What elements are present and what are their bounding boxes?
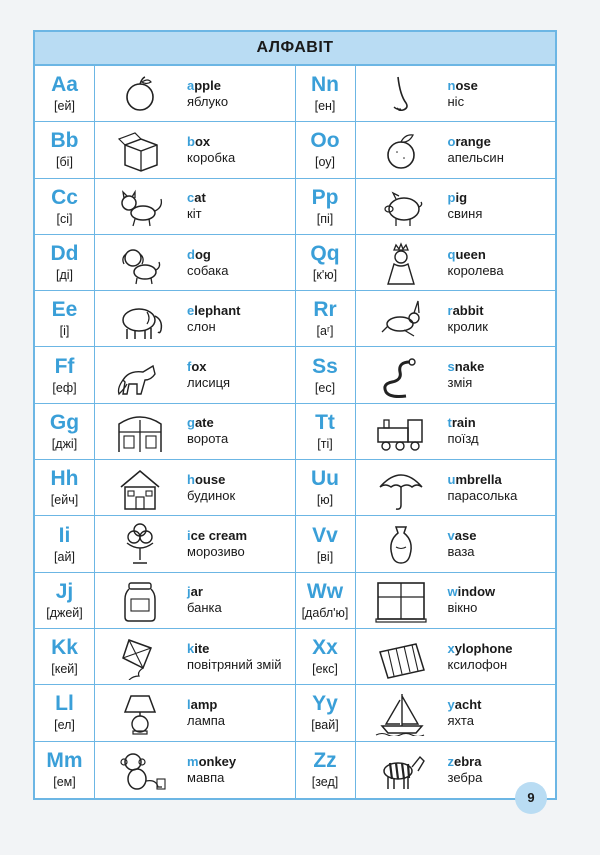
letter: Pp <box>311 185 339 209</box>
train-icon <box>356 404 446 459</box>
gate-icon <box>95 404 185 459</box>
word-cell <box>185 66 295 121</box>
first-letter: o <box>447 133 456 149</box>
pronunciation: [к'ю] <box>312 268 338 283</box>
letter: Ll <box>55 692 74 716</box>
letter: Ee <box>51 298 78 322</box>
word-rest: ouse <box>194 471 226 487</box>
table-row <box>35 742 555 798</box>
xylophone-icon <box>356 629 446 684</box>
ukrainian-translation: слон <box>187 318 216 334</box>
alphabet-entry-elephant <box>35 291 296 346</box>
table-row <box>35 516 555 572</box>
first-letter: c <box>187 190 195 206</box>
letter-cell <box>35 179 95 234</box>
pronunciation: [кей] <box>51 662 78 677</box>
word-rest: ase <box>454 528 477 544</box>
alphabet-entry-fox <box>35 347 296 402</box>
letter-cell <box>296 460 356 515</box>
alphabet-entry-lamp <box>35 685 296 740</box>
vase-icon <box>356 516 446 571</box>
word-cell <box>185 573 295 628</box>
alphabet-entry-queen <box>296 235 556 290</box>
alphabet-entry-yacht <box>296 685 556 740</box>
ukrainian-translation: парасолька <box>447 487 518 503</box>
letter: Zz <box>313 749 337 773</box>
word-rest: ylophone <box>454 640 513 656</box>
letter: Kk <box>51 636 78 660</box>
letter: Ff <box>54 354 75 378</box>
word-rest: ueen <box>455 246 486 262</box>
word-rest: lephant <box>194 302 241 318</box>
first-letter: a <box>187 77 195 93</box>
word-cell <box>185 235 295 290</box>
word-cell <box>446 235 556 290</box>
english-word <box>187 754 295 769</box>
first-letter: b <box>187 133 195 149</box>
letter-cell <box>296 235 356 290</box>
word-cell <box>446 460 556 515</box>
pronunciation: [еф] <box>52 380 77 395</box>
english-word <box>448 697 556 712</box>
letter: Ss <box>312 354 338 378</box>
first-letter: l <box>187 696 191 712</box>
first-letter: e <box>187 302 195 318</box>
english-word <box>187 584 295 599</box>
word-cell <box>185 516 295 571</box>
fox-icon <box>95 347 185 402</box>
letter: Rr <box>313 298 337 322</box>
table-row <box>35 235 555 291</box>
letter-cell <box>296 122 356 177</box>
word-rest: ebra <box>454 753 482 769</box>
word-rest: ose <box>455 77 478 93</box>
word-cell <box>446 291 556 346</box>
pronunciation: [ейч] <box>50 493 79 508</box>
table-title: АЛФАВІТ <box>35 32 555 66</box>
word-cell <box>185 122 295 177</box>
word-cell <box>185 685 295 740</box>
first-letter: y <box>447 696 455 712</box>
word-cell <box>446 573 556 628</box>
pronunciation: [ес] <box>314 380 336 395</box>
english-word <box>448 415 556 430</box>
word-cell <box>446 347 556 402</box>
first-letter: n <box>447 77 456 93</box>
pronunciation: [ай] <box>54 549 75 564</box>
pronunciation: [ті] <box>317 436 333 451</box>
ukrainian-translation: ксилофон <box>447 656 508 672</box>
pronunciation: [бі] <box>56 155 73 170</box>
alphabet-entry-jar <box>35 573 296 628</box>
alphabet-rows <box>35 66 555 798</box>
first-letter: s <box>447 359 455 375</box>
word-rest: indow <box>457 584 496 600</box>
table-row <box>35 573 555 629</box>
house-icon <box>95 460 185 515</box>
alphabet-entry-nose <box>296 66 556 121</box>
table-row <box>35 347 555 403</box>
letter-cell <box>296 685 356 740</box>
word-cell <box>185 460 295 515</box>
ukrainian-translation: кіт <box>187 206 202 222</box>
pronunciation: [ді] <box>55 268 74 283</box>
alphabet-entry-train <box>296 404 556 459</box>
snake-icon <box>356 347 446 402</box>
pronunciation: [джі] <box>51 436 78 451</box>
cat-icon <box>95 179 185 234</box>
letter: Ii <box>58 523 71 547</box>
word-cell <box>185 347 295 402</box>
ukrainian-translation: зебра <box>447 769 483 785</box>
pronunciation: [екс] <box>312 662 338 677</box>
pronunciation: [вай] <box>311 718 339 733</box>
word-cell <box>446 404 556 459</box>
letter-cell <box>296 179 356 234</box>
english-word <box>448 528 556 543</box>
english-word <box>187 303 295 318</box>
alphabet-entry-umbrella <box>296 460 556 515</box>
word-cell <box>446 516 556 571</box>
letter: Vv <box>312 523 338 547</box>
word-rest: abbit <box>452 302 484 318</box>
first-letter: p <box>447 190 456 206</box>
ukrainian-translation: змія <box>447 375 473 391</box>
first-letter: g <box>187 415 195 431</box>
page-number: 9 <box>515 782 547 814</box>
word-rest: rain <box>451 415 476 431</box>
english-word <box>448 359 556 374</box>
letter-cell <box>296 291 356 346</box>
word-rest: onkey <box>198 753 237 769</box>
word-rest: ig <box>455 190 468 206</box>
first-letter: i <box>187 528 191 544</box>
letter: Cc <box>51 185 78 209</box>
english-word <box>187 641 295 656</box>
ukrainian-translation: королева <box>447 262 504 278</box>
word-cell <box>185 291 295 346</box>
word-cell <box>185 742 295 798</box>
ukrainian-translation: мавпа <box>187 769 225 785</box>
letter-cell <box>35 404 95 459</box>
umbrella-icon <box>356 460 446 515</box>
ukrainian-translation: повітряний змій <box>187 656 282 672</box>
ukrainian-translation: коробка <box>187 149 236 165</box>
first-letter: q <box>447 246 456 262</box>
letter-cell <box>296 742 356 798</box>
alphabet-entry-monkey <box>35 742 296 798</box>
table-row <box>35 122 555 178</box>
orange-icon <box>356 122 446 177</box>
word-cell <box>446 66 556 121</box>
jar-icon <box>95 573 185 628</box>
letter-cell <box>35 629 95 684</box>
pronunciation: [сі] <box>56 211 73 226</box>
ukrainian-translation: морозиво <box>187 544 245 560</box>
pronunciation: [ю] <box>316 493 334 508</box>
letter: Xx <box>312 636 338 660</box>
english-word <box>187 472 295 487</box>
first-letter: z <box>447 753 454 769</box>
word-rest: og <box>194 246 211 262</box>
word-cell <box>446 685 556 740</box>
letter: Uu <box>311 467 339 491</box>
word-rest: amp <box>190 696 218 712</box>
letter-cell <box>35 685 95 740</box>
letter-cell <box>296 629 356 684</box>
word-rest: ar <box>190 584 203 600</box>
english-word <box>187 78 295 93</box>
english-word <box>187 247 295 262</box>
alphabet-entry-window <box>296 573 556 628</box>
letter-cell <box>35 573 95 628</box>
letter: Hh <box>50 467 79 491</box>
pronunciation: [дабл'ю] <box>301 605 349 620</box>
first-letter: x <box>447 640 455 656</box>
ukrainian-translation: ніс <box>447 93 465 109</box>
word-rest: mbrella <box>455 471 502 487</box>
english-word <box>448 472 556 487</box>
queen-icon <box>356 235 446 290</box>
english-word <box>448 78 556 93</box>
monkey-icon <box>95 742 185 798</box>
first-letter: r <box>447 302 453 318</box>
dog-icon <box>95 235 185 290</box>
letter-cell <box>35 460 95 515</box>
english-word <box>187 190 295 205</box>
pronunciation: [ей] <box>54 99 75 114</box>
alphabet-table <box>33 30 557 800</box>
letter: Aa <box>51 73 78 97</box>
word-cell <box>185 404 295 459</box>
first-letter: w <box>447 584 458 600</box>
word-rest: ox <box>191 359 207 375</box>
ice-cream-icon <box>95 516 185 571</box>
english-word <box>448 247 556 262</box>
english-word <box>448 134 556 149</box>
letter: Yy <box>312 692 338 716</box>
letter: Ww <box>306 579 344 603</box>
letter-cell <box>296 66 356 121</box>
letter: Gg <box>49 410 80 434</box>
alphabet-entry-vase <box>296 516 556 571</box>
first-letter: d <box>187 246 195 262</box>
word-rest: range <box>455 133 491 149</box>
rabbit-icon <box>356 291 446 346</box>
letter-cell <box>296 347 356 402</box>
word-rest: at <box>194 190 206 206</box>
table-row <box>35 66 555 122</box>
table-row <box>35 291 555 347</box>
ukrainian-translation: лисиця <box>187 375 231 391</box>
pronunciation: [аʳ] <box>316 324 334 339</box>
alphabet-entry-xylophone <box>296 629 556 684</box>
letter-cell <box>296 516 356 571</box>
pronunciation: [пі] <box>316 211 334 226</box>
alphabet-entry-gate <box>35 404 296 459</box>
letter: Tt <box>315 410 335 434</box>
pronunciation: [ві] <box>316 549 334 564</box>
ukrainian-translation: апельсин <box>447 149 504 165</box>
pronunciation: [ем] <box>53 775 76 790</box>
letter-cell <box>35 742 95 798</box>
pronunciation: [джей] <box>46 605 83 620</box>
lamp-icon <box>95 685 185 740</box>
first-letter: t <box>447 415 452 431</box>
alphabet-entry-pig <box>296 179 556 234</box>
letter-cell <box>35 66 95 121</box>
english-word <box>187 415 295 430</box>
english-word <box>187 359 295 374</box>
letter-cell <box>35 291 95 346</box>
word-rest: ox <box>194 133 211 149</box>
first-letter: m <box>187 753 199 769</box>
letter: Qq <box>310 242 340 266</box>
nose-icon <box>356 66 446 121</box>
pig-icon <box>356 179 446 234</box>
ukrainian-translation: поїзд <box>447 431 479 447</box>
pronunciation: [оу] <box>314 155 335 170</box>
word-cell <box>185 179 295 234</box>
english-word <box>448 754 556 769</box>
english-word <box>187 697 295 712</box>
alphabet-entry-house <box>35 460 296 515</box>
ukrainian-translation: свиня <box>447 206 483 222</box>
letter: Bb <box>50 129 79 153</box>
alphabet-entry-dog <box>35 235 296 290</box>
word-cell <box>185 629 295 684</box>
letter-cell <box>35 516 95 571</box>
table-row <box>35 404 555 460</box>
letter: Oo <box>310 129 340 153</box>
letter-cell <box>35 235 95 290</box>
alphabet-entry-apple <box>35 66 296 121</box>
ukrainian-translation: кролик <box>447 318 488 334</box>
letter: Mm <box>46 749 83 773</box>
table-row <box>35 629 555 685</box>
word-rest: ce cream <box>190 528 248 544</box>
table-row <box>35 179 555 235</box>
letter-cell <box>35 122 95 177</box>
pronunciation: [і] <box>59 324 70 339</box>
table-row <box>35 460 555 516</box>
ukrainian-translation: яблуко <box>187 93 229 109</box>
first-letter: v <box>447 528 455 544</box>
word-rest: ite <box>194 640 210 656</box>
pronunciation: [зед] <box>311 775 339 790</box>
ukrainian-translation: банка <box>187 600 222 616</box>
first-letter: k <box>187 640 195 656</box>
word-rest: nake <box>454 359 485 375</box>
english-word <box>448 303 556 318</box>
elephant-icon <box>95 291 185 346</box>
word-cell <box>446 629 556 684</box>
letter-cell <box>296 404 356 459</box>
word-rest: acht <box>454 696 482 712</box>
letter-cell <box>35 347 95 402</box>
word-cell <box>446 179 556 234</box>
letter: Dd <box>50 242 79 266</box>
word-cell <box>446 122 556 177</box>
ukrainian-translation: будинок <box>187 487 236 503</box>
kite-icon <box>95 629 185 684</box>
english-word <box>448 190 556 205</box>
letter: Jj <box>55 579 74 603</box>
table-row <box>35 685 555 741</box>
alphabet-entry-kite <box>35 629 296 684</box>
ukrainian-translation: ворота <box>187 431 229 447</box>
first-letter: h <box>187 471 195 487</box>
yacht-icon <box>356 685 446 740</box>
ukrainian-translation: ваза <box>447 544 475 560</box>
letter: Nn <box>311 73 339 97</box>
ukrainian-translation: лампа <box>187 712 226 728</box>
window-icon <box>356 573 446 628</box>
ukrainian-translation: собака <box>187 262 229 278</box>
english-word <box>448 641 556 656</box>
word-rest: pple <box>194 77 221 93</box>
english-word <box>187 528 295 543</box>
first-letter: u <box>447 471 456 487</box>
alphabet-entry-box <box>35 122 296 177</box>
word-rest: ate <box>194 415 214 431</box>
ukrainian-translation: яхта <box>447 712 474 728</box>
ukrainian-translation: вікно <box>447 600 478 616</box>
alphabet-entry-ice-cream <box>35 516 296 571</box>
alphabet-entry-orange <box>296 122 556 177</box>
box-icon <box>95 122 185 177</box>
first-letter: j <box>187 584 191 600</box>
first-letter: f <box>187 359 192 375</box>
english-word <box>448 584 556 599</box>
pronunciation: [ен] <box>314 99 336 114</box>
zebra-icon <box>356 742 446 798</box>
alphabet-entry-snake <box>296 347 556 402</box>
letter-cell <box>296 573 356 628</box>
alphabet-entry-cat <box>35 179 296 234</box>
pronunciation: [ел] <box>54 718 75 733</box>
alphabet-entry-rabbit <box>296 291 556 346</box>
apple-icon <box>95 66 185 121</box>
english-word <box>187 134 295 149</box>
